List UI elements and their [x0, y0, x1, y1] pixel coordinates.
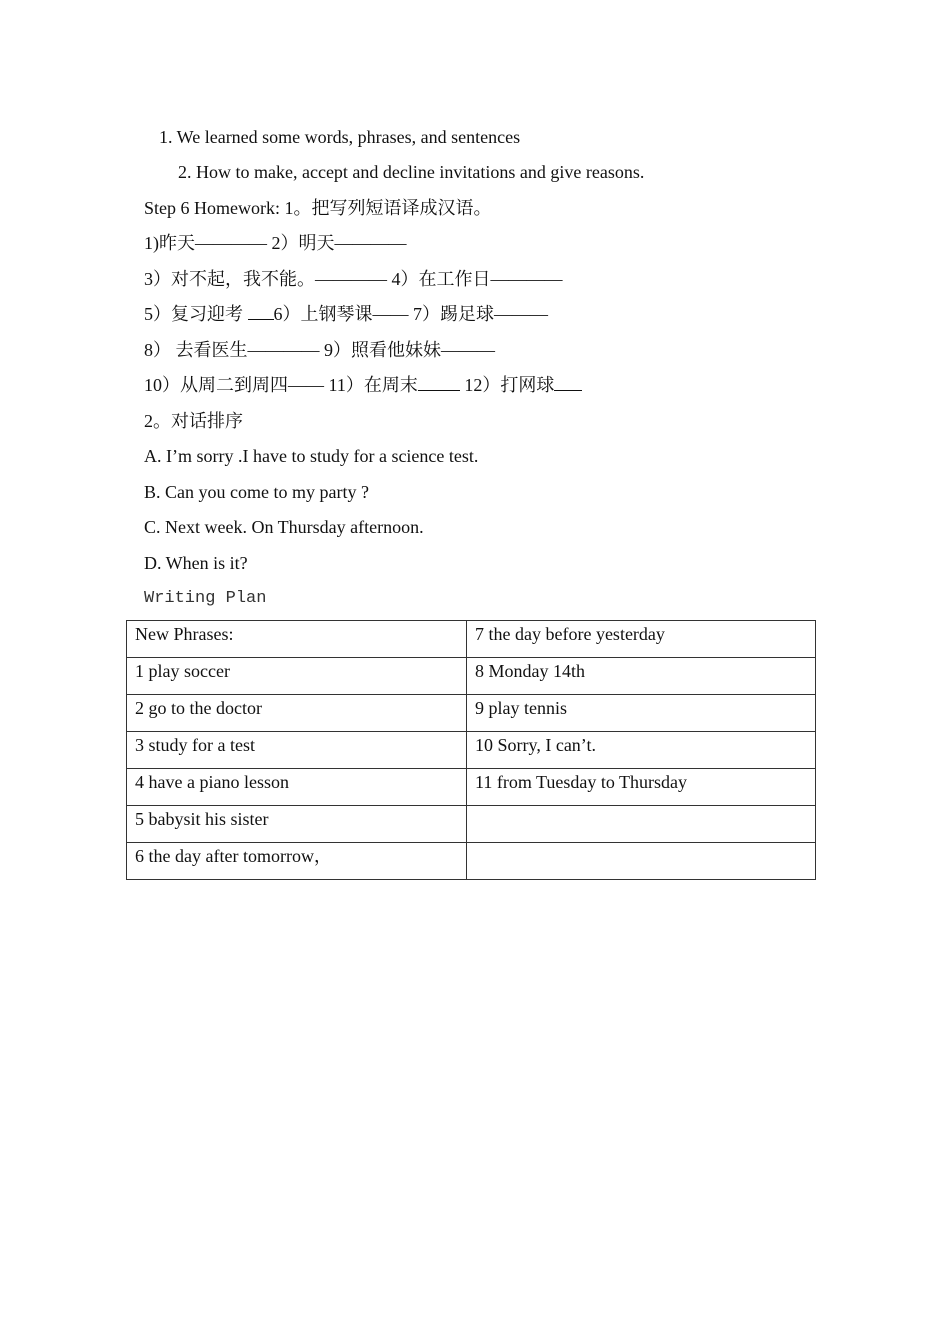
- dialogue-line-c: C. Next week. On Thursday afternoon.: [144, 517, 424, 537]
- homework-row-5-part-a: 10）从周二到周四—— 11）在周末: [144, 375, 418, 395]
- table-cell: [467, 843, 816, 880]
- homework-row-3-part-b: 6）上钢琴课—— 7）踢足球———: [273, 304, 548, 324]
- homework-row-2: 3）对不起，我不能。———— 4）在工作日————: [144, 269, 563, 289]
- table-cell: 10 Sorry, I can’t.: [467, 732, 816, 769]
- summary-item-1: 1. We learned some words, phrases, and sentences: [159, 127, 521, 147]
- homework-heading: Step 6 Homework: 1。把写列短语译成汉语。: [144, 198, 492, 218]
- table-cell: 3 study for a test: [127, 732, 467, 769]
- homework-row-1: 1)昨天———— 2）明天————: [144, 233, 407, 253]
- table-cell: 6 the day after tomorrow，: [127, 843, 467, 880]
- table-row: [127, 658, 816, 695]
- table-cell: 11 from Tuesday to Thursday: [467, 769, 816, 806]
- table-row: [127, 621, 816, 658]
- table-cell: 2 go to the doctor: [127, 695, 467, 732]
- homework-row-5: [144, 374, 582, 396]
- table-cell: New Phrases:: [127, 621, 467, 658]
- table-cell: 7 the day before yesterday: [467, 621, 816, 658]
- dialogue-line-a: A. I’m sorry .I have to study for a science test.: [144, 446, 479, 466]
- summary-item-2: 2. How to make, accept and decline invitations and give reasons.: [178, 162, 645, 182]
- table-row: [127, 806, 816, 843]
- dialogue-line-b: B. Can you come to my party ?: [144, 482, 369, 502]
- homework-row-5-part-b: 12）打网球: [459, 375, 555, 395]
- dialogue-line-d: D. When is it?: [144, 553, 248, 573]
- table-cell: 9 play tennis: [467, 695, 816, 732]
- homework-row-4: 8） 去看医生———— 9）照看他妹妹———: [144, 340, 495, 360]
- answer-blank: [554, 374, 582, 391]
- table-row: [127, 695, 816, 732]
- table-cell: 1 play soccer: [127, 658, 467, 695]
- table-cell: [467, 806, 816, 843]
- phrases-table: [126, 620, 816, 880]
- dialogue-heading: 2。对话排序: [144, 411, 243, 431]
- table-row: [127, 843, 816, 880]
- table-cell: 4 have a piano lesson: [127, 769, 467, 806]
- writing-plan-title: Writing Plan: [144, 589, 267, 608]
- table-cell: 8 Monday 14th: [467, 658, 816, 695]
- homework-row-3: [144, 303, 548, 325]
- answer-blank: [418, 374, 460, 391]
- table-row: [127, 769, 816, 806]
- answer-blank: [248, 303, 274, 320]
- homework-row-3-part-a: 5）复习迎考: [144, 304, 248, 324]
- table-cell: 5 babysit his sister: [127, 806, 467, 843]
- table-row: [127, 732, 816, 769]
